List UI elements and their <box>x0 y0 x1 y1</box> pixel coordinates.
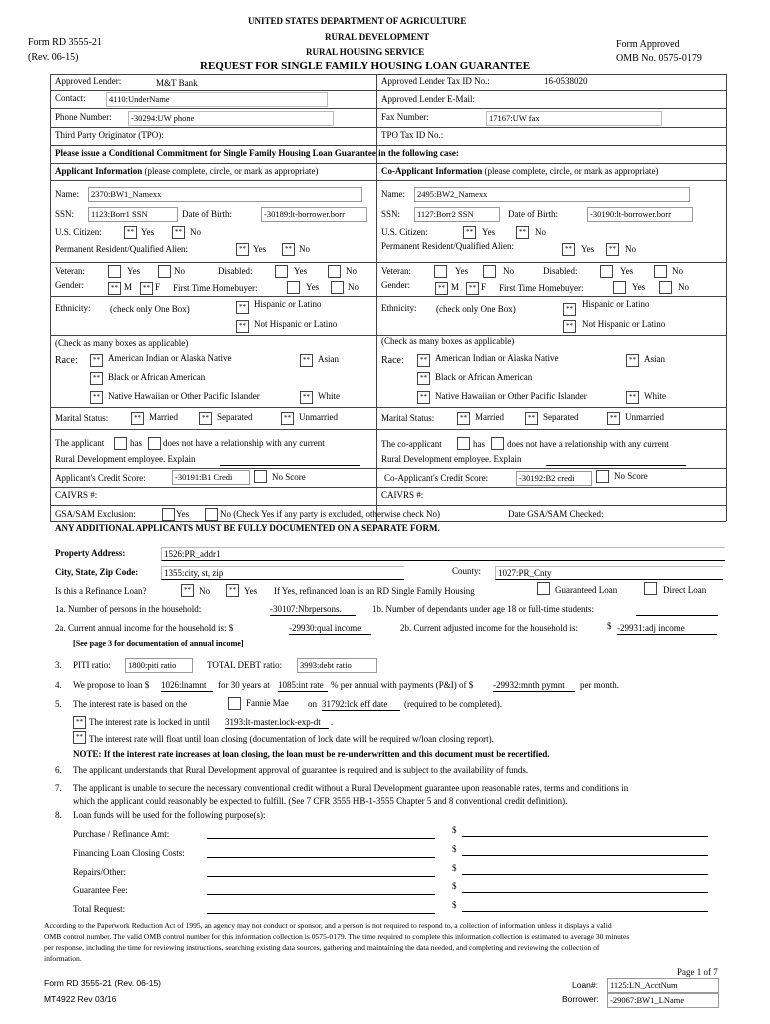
piti-field[interactable]: 1800:piti ratio <box>125 658 193 673</box>
closing-costs-label: Financing Loan Closing Costs: <box>73 848 185 858</box>
loan-amount-label: We propose to loan $ <box>73 680 150 690</box>
income-documentation-note: [See page 3 for documentation of annual income] <box>73 639 244 648</box>
applicant-resident-no-label: No <box>299 244 310 254</box>
coapplicant-disabled-no-label: No <box>672 266 683 276</box>
coapplicant-gender-f-label: F <box>481 282 487 292</box>
applicant-no-score-label: No Score <box>272 472 306 482</box>
adjusted-income-label: 2b. Current adjusted income for the household is: <box>400 623 578 633</box>
coapplicant-no-score-label: No Score <box>614 471 648 481</box>
phone-field[interactable]: -30294:UW phone <box>128 111 334 126</box>
department-name: UNITED STATES DEPARTMENT OF AGRICULTURE <box>248 16 467 26</box>
request-line: Please issue a Conditional Commitment for Single Family Housing Loan Guarantee in the following case: <box>55 148 459 158</box>
applicant-marital-label: Marital Status: <box>55 413 109 423</box>
refinance-yes-checkbox[interactable]: ** <box>226 584 239 597</box>
closing-costs-field[interactable] <box>462 855 708 856</box>
applicant-race-hint: (Check as many boxes as applicable) <box>55 338 189 348</box>
applicant-disabled-yes-checkbox[interactable] <box>275 265 288 278</box>
applicant-disabled-no-checkbox[interactable] <box>328 265 341 278</box>
coapplicant-ssn-label: SSN: <box>381 209 401 219</box>
coapplicant-not-hispanic-checkbox[interactable]: ** <box>563 320 576 333</box>
applicant-veteran-yes-label: Yes <box>127 266 141 276</box>
applicant-race-aian-label: American Indian or Alaska Native <box>108 353 232 363</box>
applicant-resident-no-checkbox[interactable]: ** <box>282 243 295 256</box>
applicant-not-hispanic-label: Not Hispanic or Latino <box>254 319 338 329</box>
applicant-ethnicity-hint: (check only One Box) <box>110 304 190 314</box>
form-title: REQUEST FOR SINGLE FAMILY HOUSING LOAN GUARANTEE <box>200 60 531 72</box>
piti-number: 3. <box>55 660 62 670</box>
coapplicant-race-black-label: Black or African American <box>435 372 533 382</box>
total-request-label: Total Request: <box>73 904 126 914</box>
lender-email-label: Approved Lender E-Mail: <box>381 94 475 104</box>
applicant-married-checkbox[interactable]: ** <box>131 412 144 425</box>
coapplicant-dob-field[interactable]: -30190:lt-borrower.borr <box>587 207 693 222</box>
coapplicant-veteran-no-checkbox[interactable] <box>483 265 496 278</box>
coapplicant-unmarried-checkbox[interactable]: ** <box>607 412 620 425</box>
applicant-disabled-label: Disabled: <box>218 266 253 276</box>
coapplicant-race-white-checkbox[interactable]: ** <box>626 391 639 404</box>
pra-line-2: OMB control number. The valid OMB control number for this information collection is 0575-0179. The time required to complete this information collection is estimated to average 30 minutes <box>44 932 630 941</box>
coapplicant-credit-field[interactable]: -30192:B2 credi <box>516 471 592 486</box>
rate-lock-expiration-field[interactable]: 3193:lt-master.lock-exp-dt <box>225 716 329 729</box>
city-state-zip-field[interactable]: 1355:city, st, zip <box>161 566 404 580</box>
total-request-field[interactable] <box>462 911 708 912</box>
item-7-text-2: which the applicant could reasonably be expected to fulfill. (See 7 CFR 3555 HB-1-3555 Chapter 5 and 8 conventional credit definition). <box>73 796 568 806</box>
loan-number-label: Loan#: <box>572 980 598 990</box>
applicant-race-nhpi-checkbox[interactable]: ** <box>90 391 103 404</box>
applicant-first-time-label: First Time Homebuyer: <box>173 283 258 293</box>
coapplicant-gender-m-label: M <box>451 282 460 292</box>
form-approved: Form Approved <box>616 39 680 50</box>
direct-loan-checkbox[interactable] <box>644 582 657 595</box>
applicant-dob-field[interactable]: -30189:lt-borrower.borr <box>261 207 367 222</box>
footer-mt-number: MT4922 Rev 03/16 <box>44 994 117 1004</box>
item-8-number: 8. <box>55 810 62 820</box>
applicant-resident-label: Permanent Resident/Qualified Alien: <box>55 244 188 254</box>
county-field[interactable]: 1027:PR_Cnty <box>495 566 723 580</box>
coapplicant-first-time-no-checkbox[interactable] <box>659 281 672 294</box>
coapplicant-disabled-yes-label: Yes <box>620 266 634 276</box>
applicant-race-asian-label: Asian <box>318 354 339 364</box>
rate-float-checkbox[interactable]: ** <box>73 731 86 744</box>
applicant-first-time-yes-label: Yes <box>306 282 320 292</box>
coapplicant-separated-label: Separated <box>543 412 579 422</box>
approved-lender-value[interactable]: M&T Bank <box>156 78 198 88</box>
coapplicant-citizen-yes-label: Yes <box>482 227 496 237</box>
coapplicant-separated-checkbox[interactable]: ** <box>525 412 538 425</box>
coapplicant-race-asian-checkbox[interactable]: ** <box>626 354 639 367</box>
direct-loan-label: Direct Loan <box>663 585 707 595</box>
applicant-citizen-label: U.S. Citizen: <box>55 227 102 237</box>
item-6-text: The applicant understands that Rural Development approval of guarantee is required and is subject to the availability of funds. <box>73 765 529 775</box>
coapplicant-race-hint: (Check as many boxes as applicable) <box>381 336 515 346</box>
guaranteed-loan-label: Guaranteed Loan <box>555 585 618 595</box>
item-7-text-1: The applicant is unable to secure the necessary conventional credit without a Rural Development guarantee upon reasonable rates, terms and conditions in <box>73 783 629 793</box>
refinance-label: Is this a Refinance Loan? <box>55 586 147 596</box>
gsa-no-checkbox[interactable] <box>205 508 218 521</box>
applicant-gender-f-label: F <box>155 282 161 292</box>
annual-income-label: 2a. Current annual income for the household is: $ <box>55 623 234 633</box>
annual-income-field[interactable]: -29930:qual income <box>289 622 371 635</box>
household-persons-label: 1a. Number of persons in the household: <box>55 604 202 614</box>
coapplicant-heading: Co-Applicant Information (please complete, circle, or mark as appropriate) <box>381 166 659 176</box>
coapplicant-unmarried-label: Unmarried <box>625 412 664 422</box>
tpo-label: Third Party Originator (TPO): <box>55 130 164 140</box>
loan-term-label: for 30 years at <box>218 680 270 690</box>
rate-locked-period: . <box>331 717 334 727</box>
applicant-relationship-text-2: does not have a relationship with any current <box>163 438 325 448</box>
coapplicant-name-field[interactable]: 2495:BW2_Namexx <box>414 187 690 202</box>
applicant-gender-f-checkbox[interactable]: ** <box>140 282 153 295</box>
applicant-relationship-has-checkbox[interactable] <box>114 437 127 450</box>
coapplicant-resident-yes-checkbox[interactable]: ** <box>562 243 575 256</box>
piti-label: PITI ratio: <box>73 660 111 670</box>
coapplicant-first-time-no-label: No <box>678 282 689 292</box>
closing-costs-dollar: $ <box>452 844 457 854</box>
applicant-name-field[interactable]: 2370:BW1_Namexx <box>88 187 362 202</box>
tpo-tax-label: TPO Tax ID No.: <box>381 130 444 140</box>
applicant-resident-yes-checkbox[interactable]: ** <box>236 243 249 256</box>
coapplicant-first-time-yes-label: Yes <box>632 282 646 292</box>
rate-locked-label: The interest rate is locked in until <box>89 717 210 727</box>
additional-applicants-note: ANY ADDITIONAL APPLICANTS MUST BE FULLY DOCUMENTED ON A SEPARATE FORM. <box>55 523 440 533</box>
coapplicant-resident-no-label: No <box>625 244 636 254</box>
applicant-race-label: Race: <box>55 355 78 366</box>
debt-ratio-label: TOTAL DEBT ratio: <box>207 660 283 670</box>
applicant-disabled-no-label: No <box>346 266 357 276</box>
lock-effective-date-field[interactable]: 31792:lck eff date <box>322 698 400 711</box>
per-month-label: per month. <box>580 680 619 690</box>
coapplicant-resident-no-checkbox[interactable]: ** <box>606 243 619 256</box>
applicant-relationship-text: The applicant <box>55 438 105 448</box>
coapplicant-race-white-label: White <box>644 391 666 401</box>
coapplicant-race-nhpi-label: Native Hawaiian or Other Pacific Islander <box>435 391 587 401</box>
applicant-no-score-checkbox[interactable] <box>254 470 267 483</box>
rate-basis-on: on <box>308 699 317 709</box>
coapplicant-race-aian-checkbox[interactable]: ** <box>417 354 430 367</box>
coapplicant-relationship-text-2: does not have a relationship with any current <box>507 439 669 449</box>
footer-form-number: Form RD 3555-21 (Rev. 06-15) <box>44 978 161 988</box>
phone-label: Phone Number: <box>55 112 112 122</box>
coapplicant-race-label: Race: <box>381 355 404 366</box>
form-number: Form RD 3555-21 <box>28 37 102 48</box>
city-state-zip-label: City, State, Zip Code: <box>55 567 139 577</box>
applicant-credit-label: Applicant's Credit Score: <box>55 473 146 483</box>
applicant-veteran-label: Veteran: <box>55 266 85 276</box>
pra-line-4: information. <box>44 954 82 963</box>
applicant-heading: Applicant Information (please complete, circle, or mark as appropriate) <box>55 166 319 176</box>
coapplicant-veteran-label: Veteran: <box>381 266 411 276</box>
pra-line-1: According to the Paperwork Reduction Act of 1995, an agency may not conduct or sponsor, and a person is not required to respond to, a collection of information unless it displays a valid <box>44 921 612 930</box>
refinance-no-checkbox[interactable]: ** <box>181 584 194 597</box>
applicant-citizen-yes-label: Yes <box>141 227 155 237</box>
gsa-yes-label: Yes <box>176 509 190 519</box>
coapplicant-disabled-label: Disabled: <box>543 266 578 276</box>
applicant-gender-label: Gender: <box>55 280 84 290</box>
applicant-unmarried-label: Unmarried <box>299 412 338 422</box>
applicant-ssn-field[interactable]: 1123:Borr1 SSN <box>88 207 178 222</box>
coapplicant-first-time-yes-checkbox[interactable] <box>613 281 626 294</box>
applicant-race-asian-checkbox[interactable]: ** <box>300 354 313 367</box>
coapplicant-gender-label: Gender: <box>381 280 410 290</box>
fax-label: Fax Number: <box>381 112 429 122</box>
interest-rate-field[interactable]: 1085:int rate <box>278 679 328 692</box>
purchase-amount-field[interactable] <box>462 836 708 837</box>
loan-number-field[interactable]: 1125:LN_AcctNum <box>607 978 719 993</box>
coapplicant-veteran-yes-checkbox[interactable] <box>434 265 447 278</box>
applicant-relationship-explain: Rural Development employee. Explain <box>55 454 196 464</box>
coapplicant-veteran-no-label: No <box>503 266 514 276</box>
pra-line-3: per response, including the time for reviewing instructions, searching existing data sources, gathering and maintaining the data needed, and completing and reviewing the collection of <box>44 943 600 952</box>
coapplicant-not-hispanic-label: Not Hispanic or Latino <box>582 319 666 329</box>
applicant-not-hispanic-checkbox[interactable]: ** <box>236 320 249 333</box>
repairs-dollar: $ <box>452 863 457 873</box>
adjusted-income-field[interactable]: -29931:adj income <box>617 622 717 635</box>
coapplicant-first-time-label: First Time Homebuyer: <box>499 283 584 293</box>
recertify-note: NOTE: If the interest rate increases at loan closing, the loan must be re-underwritten and this document must be recertified. <box>73 749 550 759</box>
approved-lender-label: Approved Lender: <box>55 76 122 86</box>
applicant-ssn-label: SSN: <box>55 209 75 219</box>
applicant-resident-yes-label: Yes <box>253 244 267 254</box>
applicant-citizen-yes-checkbox[interactable]: ** <box>124 226 137 239</box>
applicant-separated-checkbox[interactable]: ** <box>199 412 212 425</box>
applicant-race-black-checkbox[interactable]: ** <box>90 372 103 385</box>
applicant-relationship-has-label: has <box>130 438 142 448</box>
applicant-hispanic-label: Hispanic or Latino <box>254 299 322 309</box>
applicant-citizen-no-label: No <box>190 227 201 237</box>
coapplicant-relationship-explain: Rural Development employee. Explain <box>381 454 522 464</box>
coapplicant-relationship-text: The co-applicant <box>381 439 442 449</box>
coapplicant-ethnicity-label: Ethnicity: <box>381 303 417 313</box>
guarantee-fee-dollar: $ <box>452 881 457 891</box>
applicant-unmarried-checkbox[interactable]: ** <box>281 412 294 425</box>
applicant-race-white-label: White <box>318 391 340 401</box>
applicant-citizen-no-checkbox[interactable]: ** <box>172 226 185 239</box>
coapplicant-gender-f-checkbox[interactable]: ** <box>466 282 479 295</box>
coapplicant-ssn-field[interactable]: 1127:Borr2 SSN <box>414 207 500 222</box>
item-8-text: Loan funds will be used for the following purpose(s): <box>73 810 266 820</box>
coapplicant-resident-yes-label: Yes <box>581 244 595 254</box>
tax-id-label: Approved Lender Tax ID No.: <box>381 76 490 86</box>
coapplicant-citizen-no-label: No <box>535 227 546 237</box>
fannie-mae-label: Fannie Mae <box>246 698 289 708</box>
property-address-label: Property Address: <box>55 548 126 558</box>
coapplicant-veteran-yes-label: Yes <box>455 266 469 276</box>
coapplicant-married-label: Married <box>475 412 504 422</box>
borrower-label: Borrower: <box>562 994 599 1004</box>
applicant-ethnicity-label: Ethnicity: <box>55 303 91 313</box>
coapplicant-credit-label: Co-Applicant's Credit Score: <box>384 473 489 483</box>
rate-locked-checkbox[interactable]: ** <box>73 716 86 729</box>
applicant-gender-m-label: M <box>124 282 133 292</box>
coapplicant-relationship-not-checkbox[interactable] <box>491 437 504 450</box>
applicant-disabled-yes-label: Yes <box>294 266 308 276</box>
guaranteed-loan-checkbox[interactable] <box>537 582 550 595</box>
applicant-veteran-no-label: No <box>174 266 185 276</box>
guarantee-fee-field[interactable] <box>462 892 708 893</box>
applicant-first-time-yes-checkbox[interactable] <box>287 281 300 294</box>
contact-label: Contact: <box>55 93 86 103</box>
loan-number: 4. <box>55 680 62 690</box>
coapplicant-race-asian-label: Asian <box>644 354 665 364</box>
adjusted-income-dollar: $ <box>607 621 612 631</box>
applicant-veteran-yes-checkbox[interactable] <box>108 265 121 278</box>
contact-field[interactable]: 4110:UnderName <box>106 92 328 107</box>
coapplicant-citizen-no-checkbox[interactable]: ** <box>516 226 529 239</box>
total-request-dollar: $ <box>452 900 457 910</box>
agency-name: RURAL DEVELOPMENT <box>325 32 430 42</box>
applicant-veteran-no-checkbox[interactable] <box>158 265 171 278</box>
payment-label: % per annual with payments (P&I) of $ <box>331 680 474 690</box>
coapplicant-dob-label: Date of Birth: <box>508 209 558 219</box>
county-label: County: <box>452 566 482 576</box>
gsa-date-label: Date GSA/SAM Checked: <box>508 509 604 519</box>
coapplicant-disabled-yes-checkbox[interactable] <box>600 265 613 278</box>
applicant-caivrs-label: CAIVRS #: <box>55 490 98 500</box>
coapplicant-relationship-has-checkbox[interactable] <box>457 437 470 450</box>
omb-number: OMB No. 0575-0179 <box>616 53 702 64</box>
applicant-race-black-label: Black or African American <box>108 372 206 382</box>
applicant-married-label: Married <box>149 412 178 422</box>
coapplicant-resident-label: Permanent Resident/Qualified Alien: <box>381 241 514 251</box>
service-name: RURAL HOUSING SERVICE <box>306 47 425 57</box>
repairs-field[interactable] <box>462 874 708 875</box>
rate-basis-required: (required to be completed). <box>404 699 502 709</box>
applicant-gender-m-checkbox[interactable]: ** <box>108 282 121 295</box>
form-revision: (Rev. 06-15) <box>28 52 79 63</box>
coapplicant-race-aian-label: American Indian or Alaska Native <box>435 353 559 363</box>
loan-amount-field[interactable]: 1026:lnamnt <box>161 679 213 692</box>
fannie-mae-checkbox[interactable] <box>228 697 241 710</box>
monthly-payment-field[interactable]: -29932:mnth pymnt <box>493 679 575 692</box>
coapplicant-citizen-label: U.S. Citizen: <box>381 227 428 237</box>
applicant-race-nhpi-label: Native Hawaiian or Other Pacific Islander <box>108 391 260 401</box>
household-persons-field[interactable]: -30107:Nbrpersons. <box>270 603 356 616</box>
guarantee-fee-label: Guarantee Fee: <box>73 885 128 895</box>
applicant-credit-field[interactable]: -30191:B1 Credi <box>172 470 250 485</box>
applicant-first-time-no-label: No <box>348 282 359 292</box>
dependants-label: 1b. Number of dependants under age 18 or full-time students: <box>372 604 594 614</box>
coapplicant-married-checkbox[interactable]: ** <box>457 412 470 425</box>
rate-float-label: The interest rate will float until loan closing (documentation of lock date will be required w/loan closing report). <box>89 734 494 744</box>
gsa-no-label: No (Check Yes if any party is excluded, otherwise check No) <box>220 509 440 519</box>
coapplicant-disabled-no-checkbox[interactable] <box>654 265 667 278</box>
applicant-race-aian-checkbox[interactable]: ** <box>90 354 103 367</box>
applicant-first-time-no-checkbox[interactable] <box>331 281 344 294</box>
rate-basis-number: 5. <box>55 699 62 709</box>
coapplicant-ethnicity-hint: (check only One Box) <box>436 304 516 314</box>
applicant-name-label: Name: <box>55 189 79 199</box>
purchase-dollar: $ <box>452 825 457 835</box>
applicant-separated-label: Separated <box>217 412 253 422</box>
coapplicant-caivrs-label: CAIVRS #: <box>381 490 424 500</box>
coapplicant-race-black-checkbox[interactable]: ** <box>417 372 430 385</box>
coapplicant-citizen-yes-checkbox[interactable]: ** <box>463 226 476 239</box>
repairs-label: Repairs/Other: <box>73 867 126 877</box>
coapplicant-no-score-checkbox[interactable] <box>596 470 609 483</box>
tax-id-value[interactable]: 16-0538020 <box>544 76 588 86</box>
applicant-dob-label: Date of Birth: <box>182 209 232 219</box>
coapplicant-gender-m-checkbox[interactable]: ** <box>435 282 448 295</box>
coapplicant-hispanic-label: Hispanic or Latino <box>582 299 650 309</box>
refinance-no-label: No <box>199 586 210 596</box>
item-7-number: 7. <box>55 783 62 793</box>
coapplicant-race-nhpi-checkbox[interactable]: ** <box>417 391 430 404</box>
gsa-yes-checkbox[interactable] <box>162 508 175 521</box>
purchase-amount-label: Purchase / Refinance Amt: <box>73 829 170 839</box>
refinance-yes-label: Yes <box>244 586 258 596</box>
debt-ratio-field[interactable]: 3993:debt ratio <box>297 658 377 673</box>
applicant-race-white-checkbox[interactable]: ** <box>300 391 313 404</box>
applicant-hispanic-checkbox[interactable]: ** <box>236 301 249 314</box>
coapplicant-relationship-has-label: has <box>473 439 485 449</box>
refinance-explain: If Yes, refinanced loan is an RD Single Family Housing <box>274 586 475 596</box>
item-6-number: 6. <box>55 765 62 775</box>
fax-field[interactable]: 17167:UW fax <box>486 111 662 126</box>
property-address-field[interactable]: 1526:PR_addr1 <box>161 547 725 561</box>
rate-basis-label: The interest rate is based on the <box>73 699 187 709</box>
applicant-relationship-not-checkbox[interactable] <box>148 437 161 450</box>
page-number: Page 1 of 7 <box>677 967 718 977</box>
coapplicant-marital-label: Marital Status: <box>381 413 435 423</box>
gsa-label: GSA/SAM Exclusion: <box>55 509 136 519</box>
coapplicant-hispanic-checkbox[interactable]: ** <box>563 303 576 316</box>
coapplicant-name-label: Name: <box>381 189 405 199</box>
borrower-field[interactable]: -29067:BW1_LName <box>607 993 719 1008</box>
